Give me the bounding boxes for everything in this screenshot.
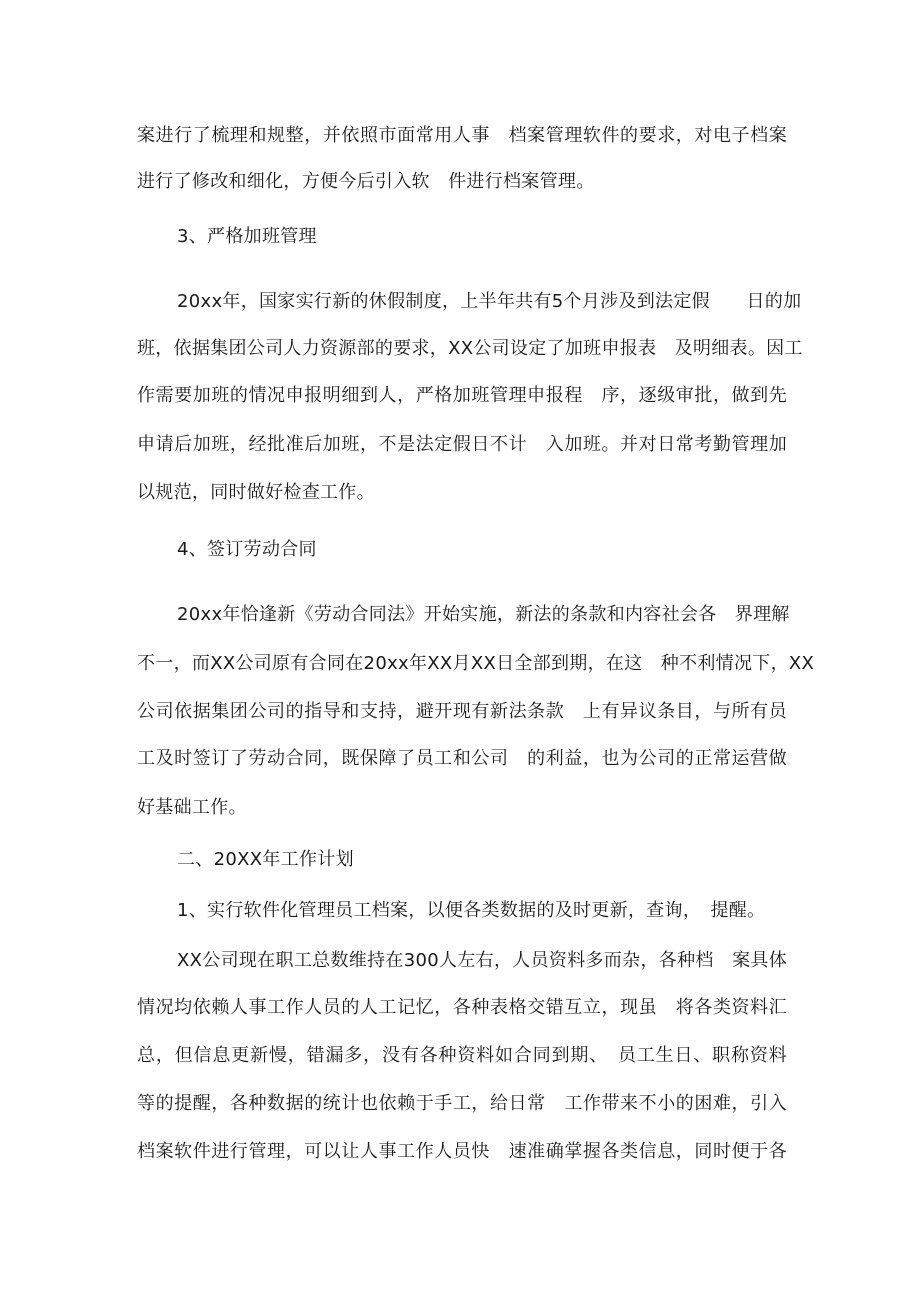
paragraph-line: 案进行了梳理和规整，并依照市面常用人事 档案管理软件的要求，对电子档案 bbox=[137, 125, 787, 146]
paragraph-line: 班，依据集团公司人力资源部的要求，XX公司设定了加班申报表 及明细表。因工 bbox=[137, 338, 803, 359]
paragraph-line: XX公司现在职工总数维持在300人左右，人员资料多而杂，各种档 案具体 bbox=[177, 950, 787, 971]
paragraph-line: 进行了修改和细化，方便今后引入软 件进行档案管理。 bbox=[137, 171, 595, 192]
section-heading: 3、严格加班管理 bbox=[177, 226, 317, 247]
paragraph-line: 20xx年恰逢新《劳动合同法》开始实施，新法的条款和内容社会各 界理解 bbox=[177, 604, 790, 625]
paragraph-line: 等的提醒，各种数据的统计也依赖于手工，给日常 工作带来不小的困难，引入 bbox=[137, 1093, 787, 1114]
section-heading: 二、20XX年工作计划 bbox=[177, 849, 354, 870]
paragraph-line: 情况均依赖人事工作人员的人工记忆，各种表格交错互立，现虽 将各类资料汇 bbox=[137, 997, 787, 1018]
paragraph-line: 好基础工作。 bbox=[137, 797, 247, 818]
paragraph-line: 以规范，同时做好检查工作。 bbox=[137, 482, 375, 503]
paragraph-line: 20xx年，国家实行新的休假制度，上半年共有5个月涉及到法定假 日的加 bbox=[177, 291, 802, 312]
paragraph-line: 公司依据集团公司的指导和支持，避开现有新法条款 上有异议条目，与所有员 bbox=[137, 701, 787, 722]
paragraph-line: 工及时签订了劳动合同，既保障了员工和公司 的利益，也为公司的正常运营做 bbox=[137, 748, 787, 769]
paragraph-line: 档案软件进行管理，可以让人事工作人员快 速准确掌握各类信息，同时便于各 bbox=[137, 1141, 787, 1162]
paragraph-line: 作需要加班的情况申报明细到人，严格加班管理申报程 序，逐级审批，做到先 bbox=[137, 385, 787, 406]
paragraph-line: 不一，而XX公司原有合同在20xx年XX月XX日全部到期，在这 种不利情况下，XX bbox=[137, 653, 815, 674]
paragraph-line: 申请后加班，经批准后加班，不是法定假日不计 入加班。并对日常考勤管理加 bbox=[137, 434, 787, 455]
subsection-heading: 1、实行软件化管理员工档案，以便各类数据的及时更新，查询， 提醒。 bbox=[177, 900, 766, 921]
paragraph-line: 总，但信息更新慢，错漏多，没有各种资料如合同到期、 员工生日、职称资料 bbox=[137, 1045, 787, 1066]
section-heading: 4、签订劳动合同 bbox=[177, 539, 317, 560]
